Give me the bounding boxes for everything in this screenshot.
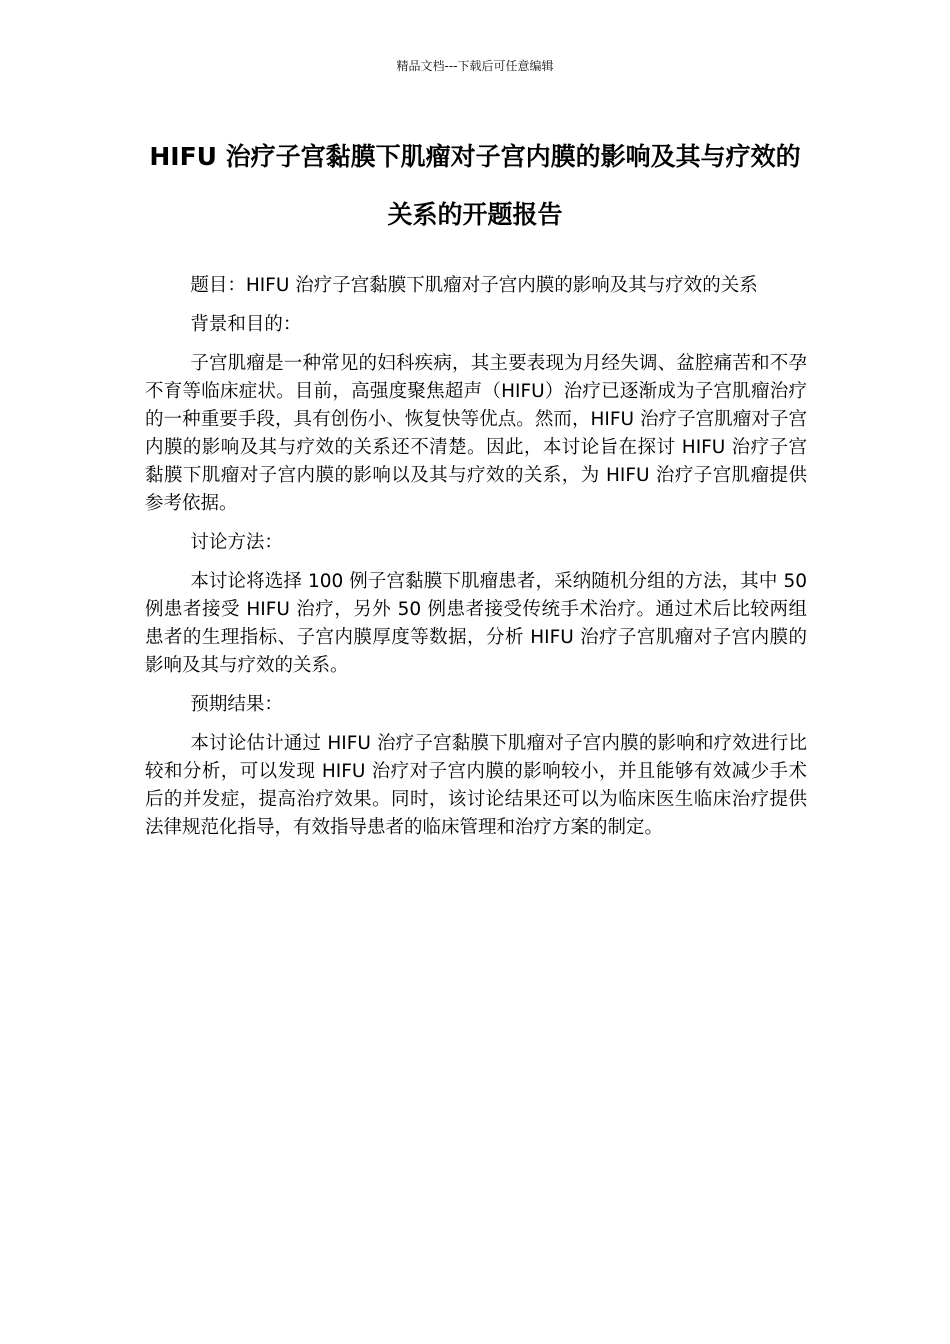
document-body [145, 272, 807, 853]
page-header-note: 精品文档---下载后可任意编辑 [396, 59, 554, 73]
expected-results-heading: 预期结果： [190, 694, 283, 715]
methods-paragraph: 本讨论将选择 100 例子宫黏膜下肌瘤患者，采纳随机分组的方法，其中 50 例患者接受 HIFU 治疗，另外 50 例患者接受传统手术治疗。通过术后比较两组患者的生理指标、子宫内膜厚度等数据，分析 HIFU 治疗子宫肌瘤对子宫内膜的影响及其与疗效的关系。 [145, 571, 807, 676]
background-heading: 背景和目的： [190, 314, 302, 335]
expected-results-paragraph: 本讨论估计通过 HIFU 治疗子宫黏膜下肌瘤对子宫内膜的影响和疗效进行比较和分析，可以发现 HIFU 治疗对子宫内膜的影响较小，并且能够有效减少手术后的并发症，提高治疗效果。同时，该讨论结果还可以为临床医生临床治疗提供法律规范化指导，有效指导患者的临床管理和治疗方案的制定。 [145, 733, 807, 838]
topic-paragraph: 题目：HIFU 治疗子宫黏膜下肌瘤对子宫内膜的影响及其与疗效的关系 [190, 275, 758, 296]
background-paragraph: 子宫肌瘤是一种常见的妇科疾病，其主要表现为月经失调、盆腔痛苦和不孕不育等临床症状。目前，高强度聚焦超声（HIFU）治疗已逐渐成为子宫肌瘤治疗的一种重要手段，具有创伤小、恢复快等优点。然而，HIFU 治疗子宫肌瘤对子宫内膜的影响及其与疗效的关系还不清楚。因此，本讨论旨在探讨 HIFU 治疗子宫黏膜下肌瘤对子宫内膜的影响以及其与疗效的关系，为 HIFU 治疗子宫肌瘤提供参考依据。 [145, 353, 807, 514]
methods-heading: 讨论方法： [190, 532, 283, 553]
document-title: HIFU 治疗子宫黏膜下肌瘤对子宫内膜的影响及其与疗效的关系的开题报告 [149, 142, 801, 229]
